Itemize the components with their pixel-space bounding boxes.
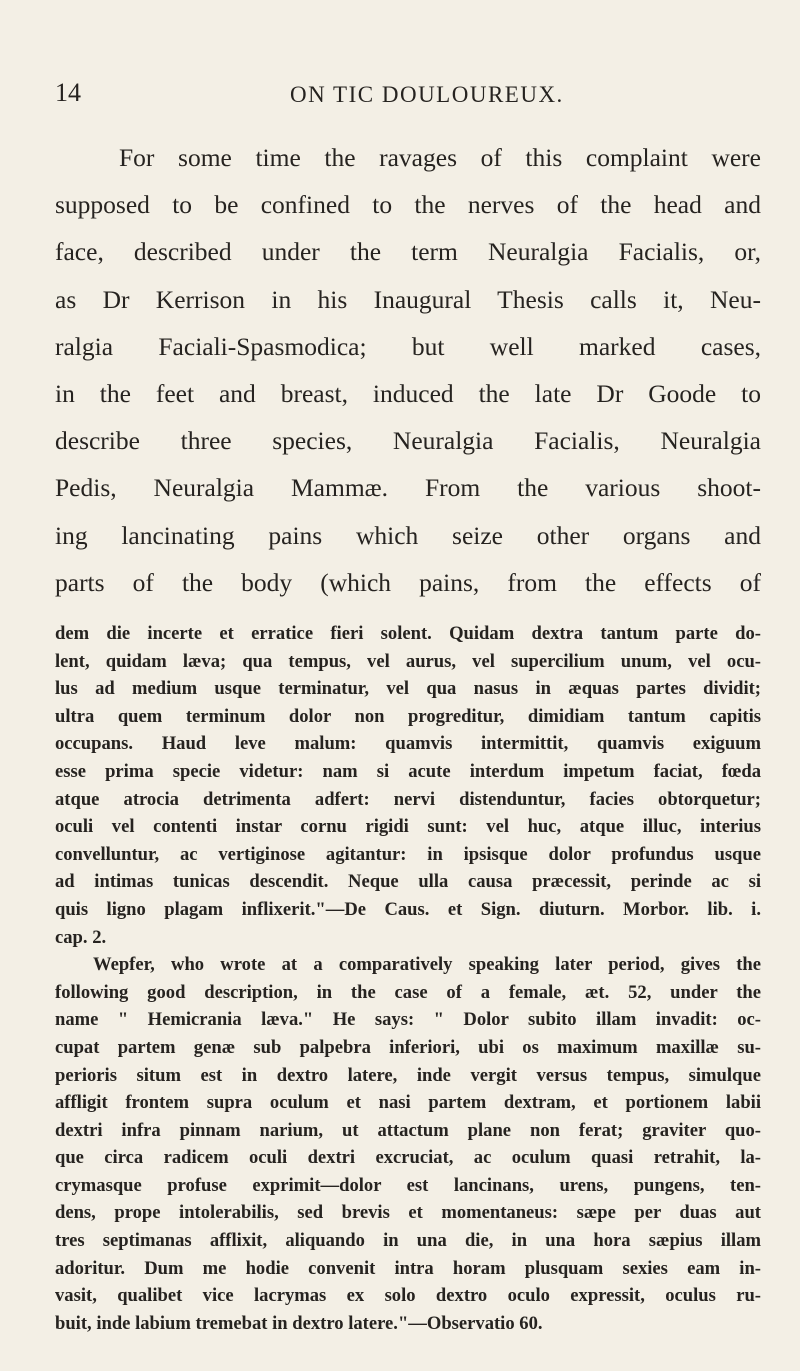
text-line: describe three species, Neuralgia Facialis, Neuralgia — [55, 426, 761, 456]
text-line: Pedis, Neuralgia Mammæ. From the various shoot- — [55, 473, 761, 503]
quote-line: cap. 2. — [55, 926, 107, 948]
page-number: 14 — [55, 78, 81, 107]
quote-line: buit, inde labium tremebat in dextro latere."—Observatio 60. — [55, 1312, 543, 1334]
quote-line: dextri infra pinnam narium, ut attactum plane non ferat; graviter quo- — [55, 1119, 761, 1141]
quote-line: crymasque profuse exprimit—dolor est lancinans, urens, pungens, ten- — [55, 1174, 761, 1196]
page-header — [55, 78, 760, 118]
latin-quotation — [55, 620, 761, 1337]
quote-line: que circa radicem oculi dextri excruciat, ac oculum quasi retrahit, la- — [55, 1147, 761, 1169]
quote-line: ultra quem terminum dolor non progreditur, dimidiam tantum capitis — [55, 705, 761, 727]
quote-line: dens, prope intolerabilis, sed brevis et momentaneus: sæpe per duas aut — [55, 1202, 761, 1224]
quote-line: quis ligno plagam inflixerit."—De Caus. et Sign. diuturn. Morbor. lib. i. — [55, 898, 761, 920]
quote-line: esse prima specie videtur: nam si acute interdum impetum faciat, fœda — [55, 760, 761, 782]
quote-line: perioris situm est in dextro latere, inde vergit versus tempus, simulque — [55, 1064, 761, 1086]
quote-line: dem die incerte et erratice fieri solent. Quidam dextra tantum parte do- — [55, 623, 761, 644]
text-line: ing lancinating pains which seize other organs and — [55, 520, 761, 550]
quote-line: following good description, in the case of a female, æt. 52, under the — [55, 981, 761, 1003]
quote-line: name " Hemicrania læva." He says: " Dolor subito illam invadit: oc- — [55, 1009, 761, 1031]
text-line: ralgia Faciali-Spasmodica; but well marked cases, — [55, 331, 761, 361]
quote-line: lent, quidam læva; qua tempus, vel aurus, vel supercilium unum, vel ocu- — [55, 650, 761, 672]
text-line: For some time the ravages of this complaint were — [119, 143, 761, 172]
quote-line: vasit, qualibet vice lacrymas ex solo dextro oculo expressit, oculus ru- — [55, 1285, 761, 1307]
quote-line: cupat partem genæ sub palpebra inferiori, ubi os maximum maxillæ su- — [55, 1036, 761, 1058]
text-line: supposed to be confined to the nerves of the head and — [55, 190, 761, 220]
quote-line: ad intimas tunicas descendit. Neque ulla causa præcessit, perinde ac si — [55, 871, 761, 893]
quote-line: tres septimanas afflixit, aliquando in una die, in una hora sæpius illam — [55, 1230, 761, 1252]
body-paragraph — [55, 134, 761, 606]
quote-line: atque atrocia detrimenta adfert: nervi distenduntur, facies obtorquetur; — [55, 788, 761, 810]
text-line: parts of the body (which pains, from the effects of — [55, 567, 761, 597]
quote-line: adoritur. Dum me hodie convenit intra horam plusquam sexies eam in- — [55, 1257, 761, 1279]
quote-line: occupans. Haud leve malum: quamvis intermittit, quamvis exiguum — [55, 733, 761, 755]
quote-line: lus ad medium usque terminatur, vel qua nasus in æquas partes dividit; — [55, 678, 761, 700]
quote-line: affligit frontem supra oculum et nasi partem dextram, et portionem labii — [55, 1092, 761, 1114]
quote-line: oculi vel contenti instar cornu rigidi sunt: vel huc, atque illuc, interius — [55, 816, 761, 838]
text-line: in the feet and breast, induced the late Dr Goode to — [55, 379, 761, 409]
quote-line: Wepfer, who wrote at a comparatively speaking later period, gives the — [93, 954, 761, 976]
text-line: as Dr Kerrison in his Inaugural Thesis calls it, Neu- — [55, 284, 761, 314]
quote-line: convelluntur, ac vertiginose agitantur: in ipsisque dolor profundus usque — [55, 843, 761, 865]
running-head: ON TIC DOULOUREUX. — [290, 82, 564, 107]
text-line: face, described under the term Neuralgia Facialis, or, — [55, 237, 761, 267]
